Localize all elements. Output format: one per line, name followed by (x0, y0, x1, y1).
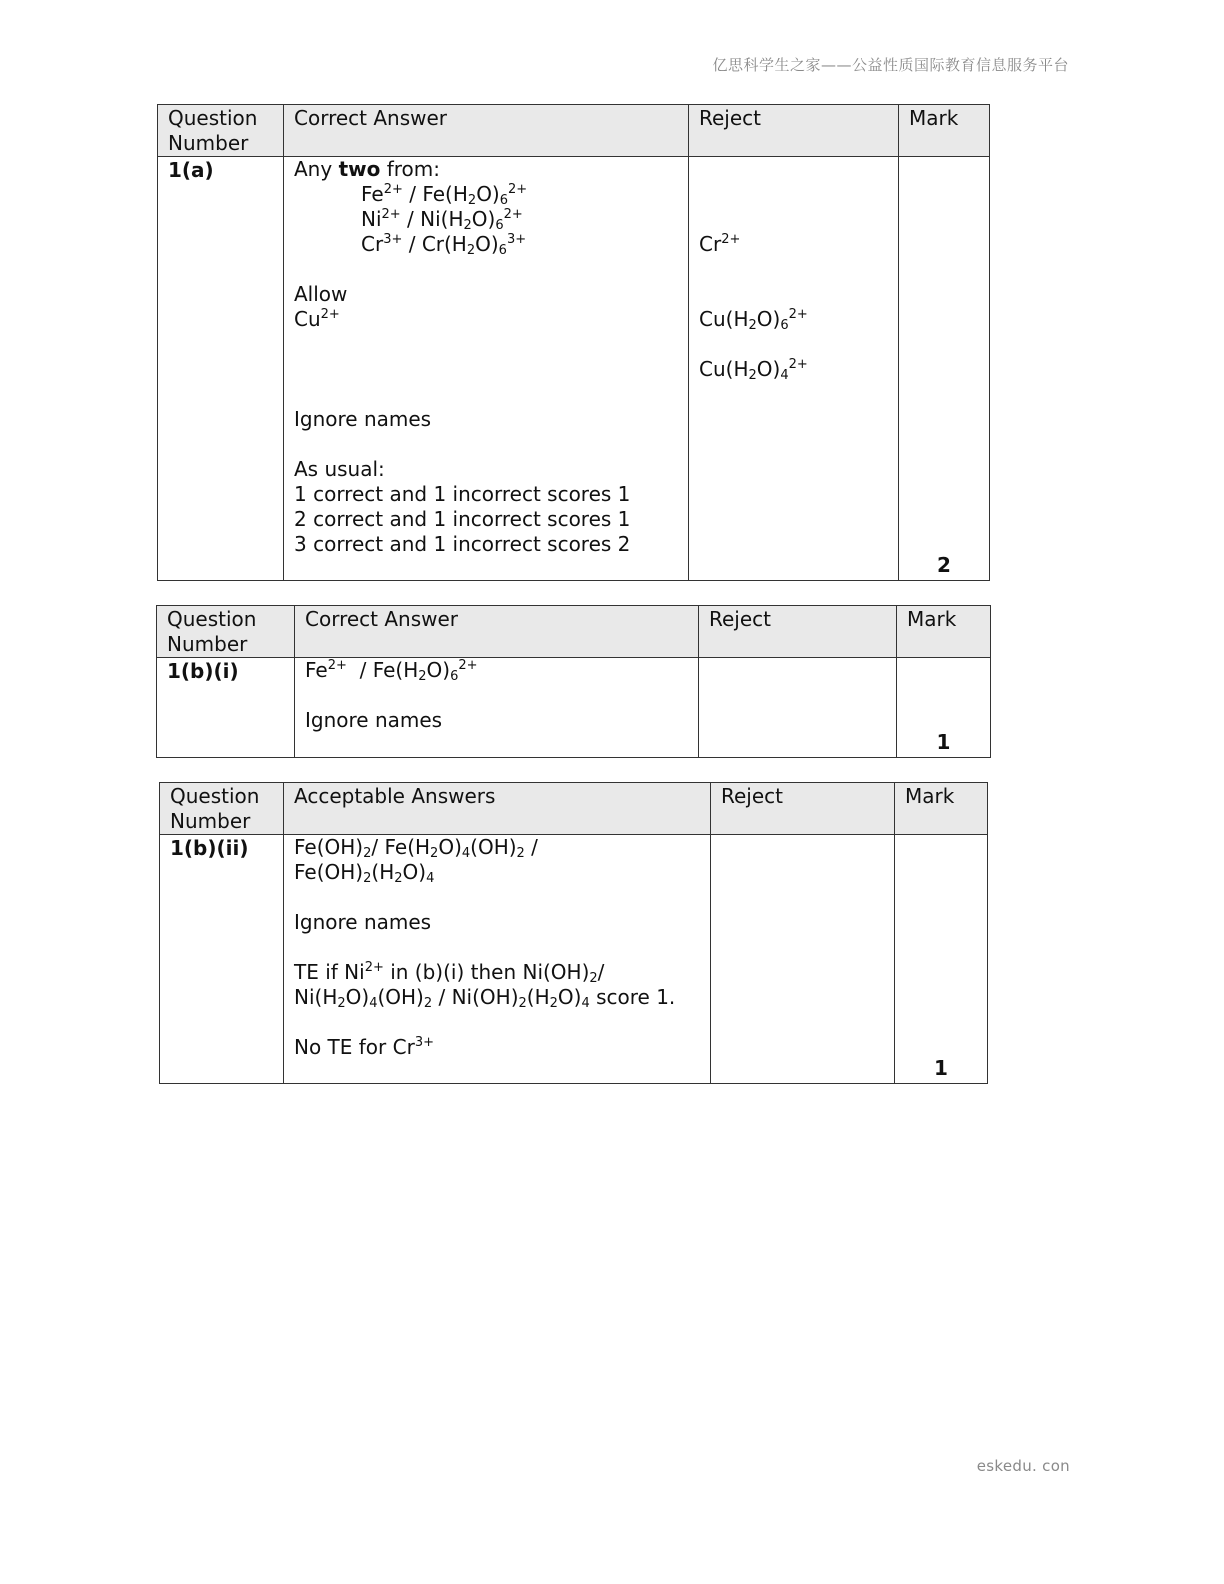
answer-option-fe: $Fe^{2+} / Fe(H_2O)_6^{2+}$ (361, 182, 528, 208)
reject-cr: $Cr^{2+}$ (699, 232, 741, 256)
reject-cell (689, 157, 899, 581)
answer-fe: $Fe^{2+} / Fe(H_2O)_6^{2+}$ (305, 658, 478, 684)
mark-value: 2 (899, 157, 990, 581)
reject-cell (699, 658, 897, 758)
table-header-row (158, 105, 990, 157)
as-usual: As usual: (294, 457, 385, 481)
ignore-names: Ignore names (305, 708, 443, 732)
reject-header: Reject (699, 606, 897, 658)
reject-cu-h2o6: $Cu(H_2O)_6^{2+}$ (699, 307, 808, 333)
mark-value: 1 (895, 835, 988, 1084)
mark-scheme-table-1bii (159, 782, 988, 1084)
answer-option-cr: $Cr^{3+} / Cr(H_2O)_6^{3+}$ (361, 232, 527, 258)
allow-label: Allow (294, 282, 348, 306)
question-number: 1(b)(ii) (160, 835, 284, 1084)
table-header-row (160, 783, 988, 835)
allow-cu: $Cu^{2+}$ (294, 307, 340, 331)
answer-cell (295, 658, 699, 758)
ignore-names: Ignore names (294, 910, 432, 934)
question-number-header: Question Number (160, 783, 284, 835)
answer-fe-oh2-h2o4: $Fe(OH)_2(H_2O)_4$ (294, 860, 435, 886)
rule-line: 3 correct and 1 incorrect scores 2 (294, 532, 631, 556)
table-row (160, 835, 988, 1084)
reject-header: Reject (689, 105, 899, 157)
question-number-header: Question Number (158, 105, 284, 157)
answer-option-ni: $Ni^{2+} / Ni(H_2O)_6^{2+}$ (361, 207, 523, 233)
ignore-names: Ignore names (294, 407, 432, 431)
rule-line: 2 correct and 1 incorrect scores 1 (294, 507, 631, 531)
reject-cell (711, 835, 895, 1084)
table-row (157, 658, 991, 758)
table-row (158, 157, 990, 581)
answer-cell (284, 835, 711, 1084)
mark-value: 1 (897, 658, 991, 758)
footer-site: eskedu. con (976, 1457, 1070, 1475)
mark-header: Mark (895, 783, 988, 835)
question-number: 1(a) (158, 157, 284, 581)
acceptable-answers-header: Acceptable Answers (284, 783, 711, 835)
correct-answer-header: Correct Answer (284, 105, 689, 157)
header-site-name: 亿思科学生之家——公益性质国际教育信息服务平台 (712, 56, 1069, 74)
question-number-header: Question Number (157, 606, 295, 658)
correct-answer-header: Correct Answer (295, 606, 699, 658)
answer-fe-oh2: $Fe(OH)_2/$ $Fe(H_2O)_4(OH)_2$ / (294, 835, 538, 861)
reject-header: Reject (711, 783, 895, 835)
reject-cu-h2o4: $Cu(H_2O)_4^{2+}$ (699, 357, 808, 383)
answer-cell (284, 157, 689, 581)
te-ni-line-2: $Ni(H_2O)_4(OH)_2 / Ni(OH)_2(H_2O)_4$ score 1. (294, 985, 676, 1011)
te-ni-line: TE if $Ni^{2+}$ in (b)(i) then $Ni(OH)_2/$ (294, 960, 605, 986)
table-header-row (157, 606, 991, 658)
mark-scheme-table-1a (157, 104, 990, 581)
mark-header: Mark (897, 606, 991, 658)
mark-header: Mark (899, 105, 990, 157)
question-number: 1(b)(i) (157, 658, 295, 758)
no-te-cr: No TE for $Cr^{3+}$ (294, 1035, 434, 1059)
mark-scheme-table-1bi (156, 605, 991, 758)
rule-line: 1 correct and 1 incorrect scores 1 (294, 482, 631, 506)
answer-intro: Any two from: (294, 157, 440, 181)
